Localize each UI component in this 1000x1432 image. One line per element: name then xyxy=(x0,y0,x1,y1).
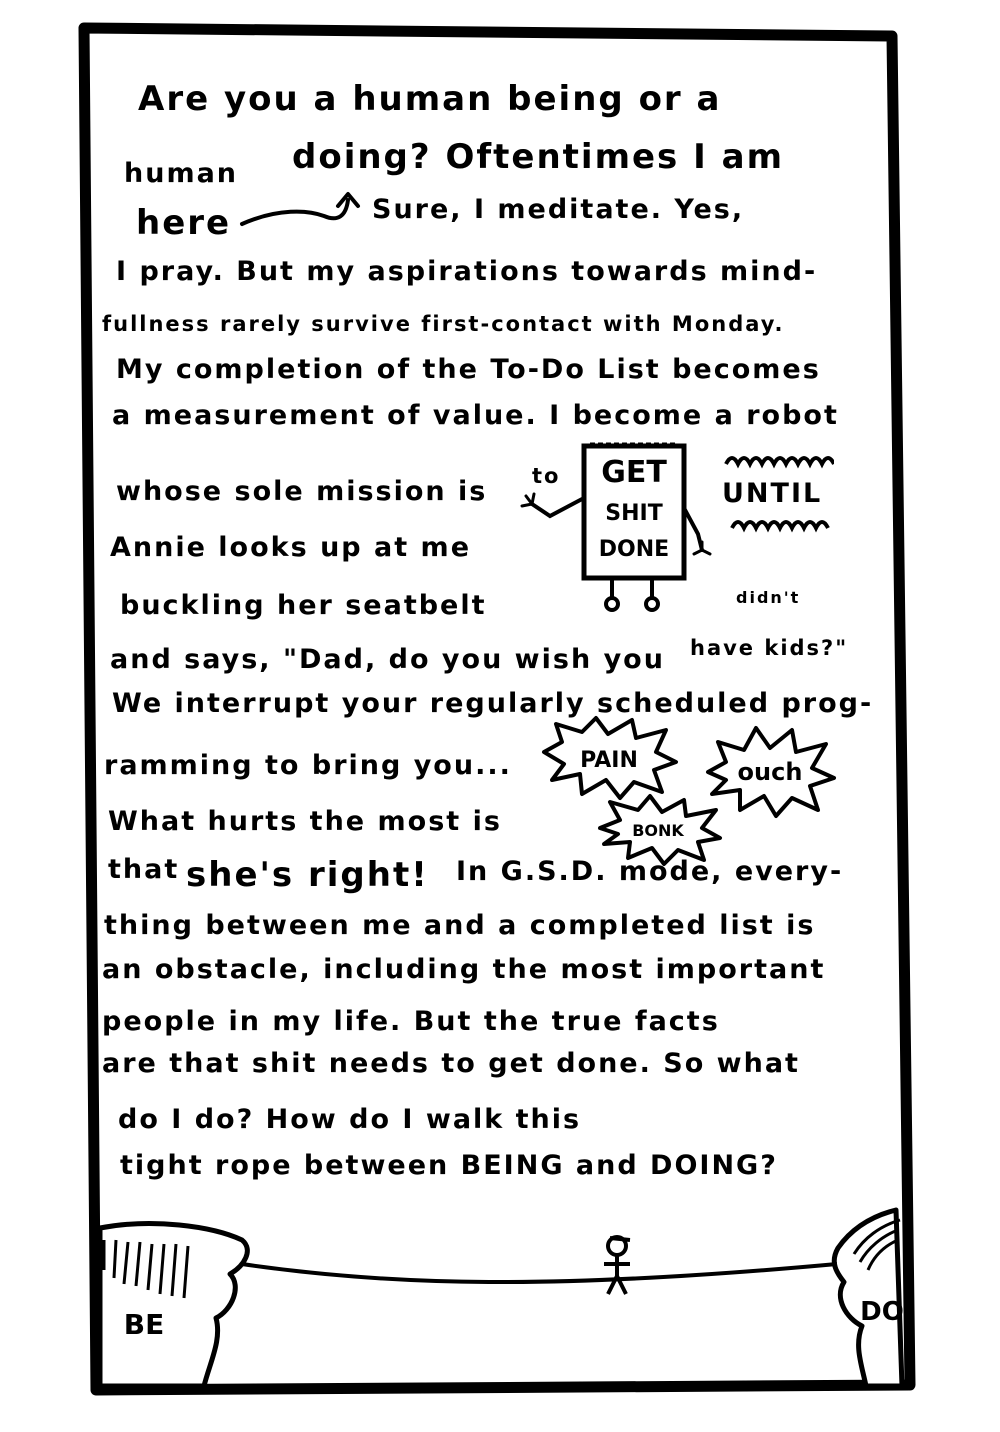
be-label: BE xyxy=(123,1308,165,1341)
text-that: that xyxy=(108,854,180,885)
text-line-17: an obstacle, including the most important xyxy=(102,954,826,985)
text-line-20: do I do? How do I walk this xyxy=(118,1104,582,1135)
left-cliff xyxy=(100,1224,247,1386)
text-line-3b: Sure, I meditate. Yes, xyxy=(372,194,745,225)
pain-text: PAIN xyxy=(580,748,638,773)
text-line-2b: doing? Oftentimes I am xyxy=(292,137,784,177)
text-line-11: and says, "Dad, do you wish you xyxy=(110,644,665,675)
text-gsd-mode: In G.S.D. mode, every- xyxy=(456,856,844,887)
stick-figure xyxy=(604,1237,630,1294)
text-line-7: a measurement of value. I become a robot xyxy=(112,400,839,431)
text-didnt: didn't xyxy=(736,588,801,607)
text-line-1: Are you a human being or a xyxy=(138,79,722,119)
text-line-9: Annie looks up at me xyxy=(110,532,472,563)
text-line-13: ramming to bring you... xyxy=(104,750,512,781)
text-line-21: tight rope between BEING and DOING? xyxy=(120,1150,778,1181)
squiggle-top xyxy=(722,448,834,472)
text-to: to xyxy=(532,464,561,488)
do-label: DO xyxy=(860,1297,904,1327)
text-line-4: I pray. But my aspirations towards mind- xyxy=(116,256,818,287)
text-line-14: What hurts the most is xyxy=(108,806,502,837)
text-line-18: people in my life. But the true facts xyxy=(102,1006,720,1037)
todo-list-robot xyxy=(520,438,730,618)
ouch-text: ouch xyxy=(737,758,803,786)
curved-arrow xyxy=(238,186,368,234)
robot-sign-shit: SHIT xyxy=(605,501,663,526)
text-line-16: thing between me and a completed list is xyxy=(104,910,816,941)
bonk-text: BONK xyxy=(632,821,684,840)
tightrope-scene xyxy=(92,1200,912,1390)
text-have-kids: have kids?" xyxy=(690,636,849,660)
text-line-2a: human xyxy=(124,158,239,189)
text-shes-right: she's right! xyxy=(186,855,429,895)
pain-burst xyxy=(534,712,684,802)
text-line-6: My completion of the To-Do List becomes xyxy=(116,354,821,385)
text-line-5: fullness rarely survive first-contact with Monday. xyxy=(102,312,785,336)
text-line-10: buckling her seatbelt xyxy=(120,590,487,621)
squiggle-bottom xyxy=(728,512,832,536)
text-line-3a: here xyxy=(136,203,232,243)
tightrope xyxy=(242,1264,837,1282)
bonk-burst xyxy=(594,792,724,866)
text-line-8: whose sole mission is xyxy=(116,476,488,507)
text-line-12: We interrupt your regularly scheduled prog- xyxy=(112,688,874,719)
text-until: UNTIL xyxy=(722,478,823,509)
robot-sign-get: GET xyxy=(601,455,667,490)
text-line-19: are that shit needs to get done. So what xyxy=(102,1048,800,1079)
robot-sign-done: DONE xyxy=(598,537,670,562)
